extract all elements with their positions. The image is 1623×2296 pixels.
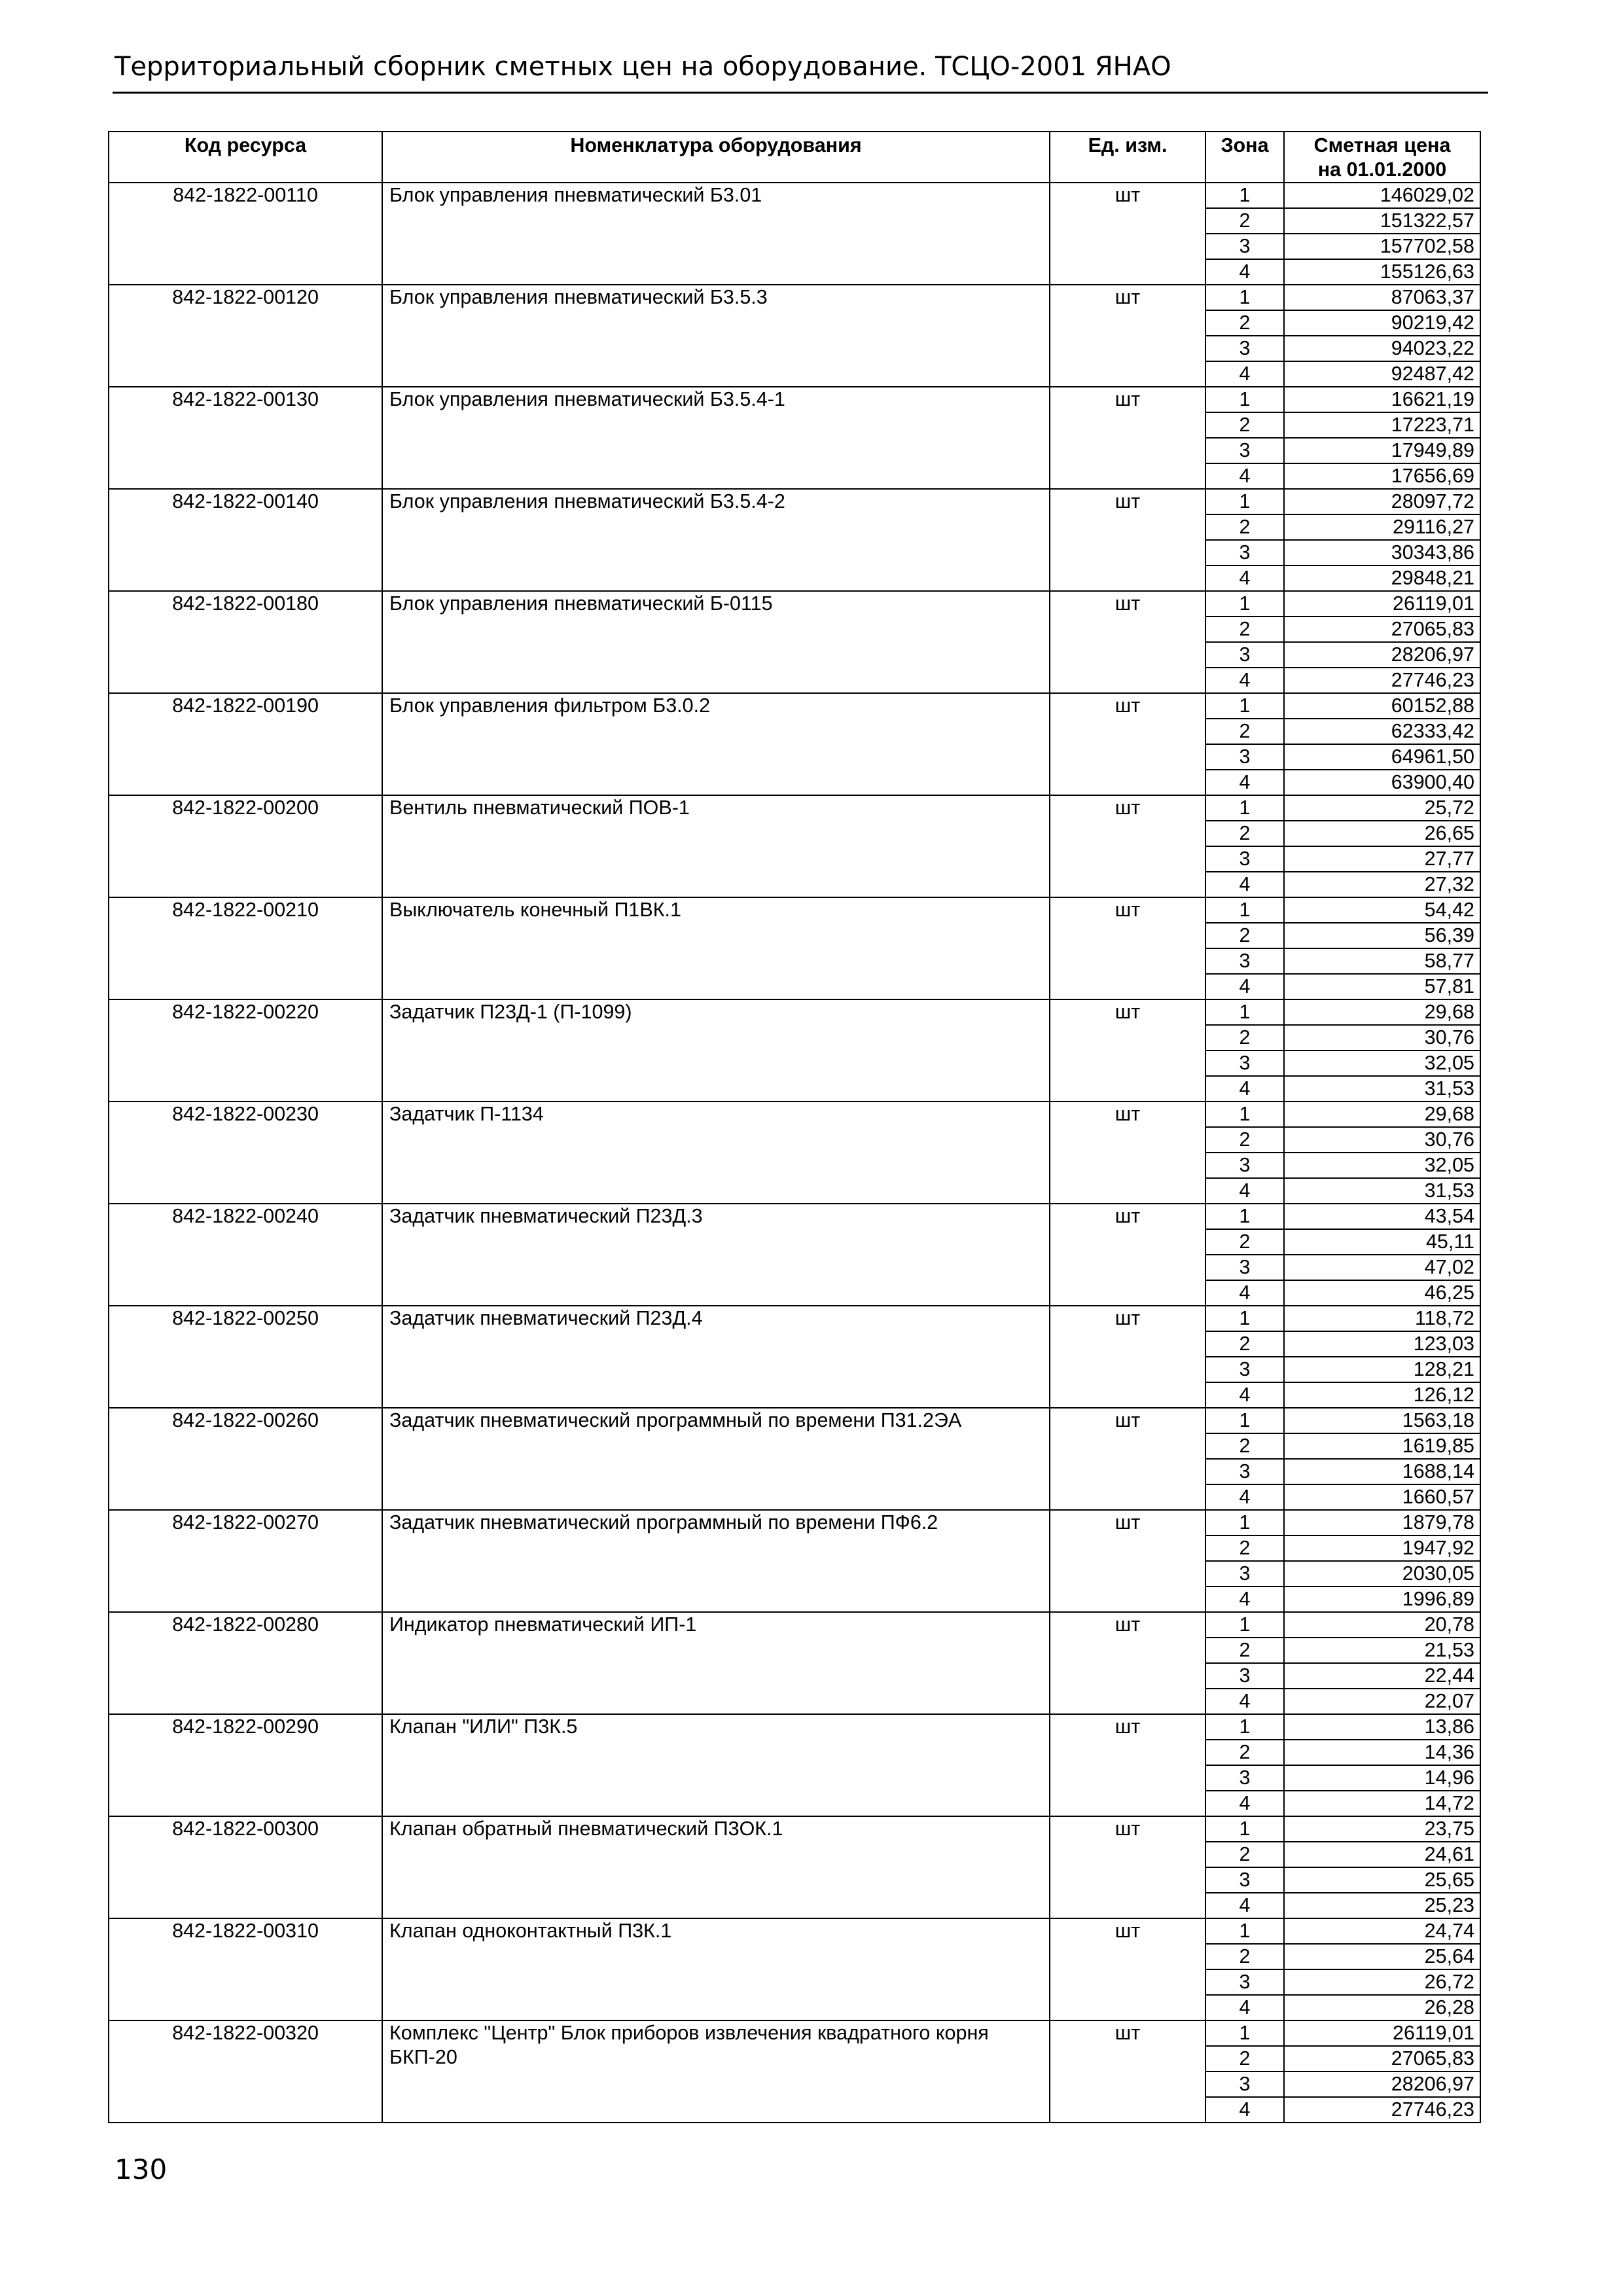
zone-cell: 1 [1205, 999, 1284, 1025]
zone-cell: 1 [1205, 1306, 1284, 1331]
price-cell: 32,05 [1284, 1153, 1480, 1178]
resource-code-cell: 842-1822-00270 [109, 1510, 382, 1612]
column-header-price-line1: Сметная цена [1313, 134, 1451, 156]
zone-cell: 2 [1205, 2046, 1284, 2072]
price-cell: 22,07 [1284, 1689, 1480, 1714]
equipment-name-cell: Клапан "ИЛИ" П3К.5 [382, 1714, 1050, 1816]
zone-cell: 1 [1205, 2020, 1284, 2046]
price-cell: 151322,57 [1284, 208, 1480, 234]
price-cell: 16621,19 [1284, 387, 1480, 412]
equipment-name-cell: Индикатор пневматический ИП-1 [382, 1612, 1050, 1714]
resource-code-cell: 842-1822-00190 [109, 693, 382, 795]
equipment-name-cell: Блок управления пневматический Б3.01 [382, 183, 1050, 285]
table-row [109, 1408, 1480, 1433]
equipment-name-cell: Задатчик пневматический П23Д.4 [382, 1306, 1050, 1408]
zone-cell: 2 [1205, 1229, 1284, 1255]
price-cell: 14,72 [1284, 1791, 1480, 1816]
zone-cell: 3 [1205, 2072, 1284, 2097]
price-cell: 155126,63 [1284, 259, 1480, 285]
price-cell: 27,77 [1284, 846, 1480, 872]
price-cell: 28097,72 [1284, 489, 1480, 514]
zone-cell: 1 [1205, 1714, 1284, 1740]
zone-cell: 1 [1205, 1612, 1284, 1638]
price-cell: 62333,42 [1284, 719, 1480, 744]
price-cell: 58,77 [1284, 948, 1480, 974]
zone-cell: 3 [1205, 1050, 1284, 1076]
table-row [109, 1918, 1480, 1944]
zone-cell: 2 [1205, 1127, 1284, 1153]
price-cell: 28206,97 [1284, 642, 1480, 668]
zone-cell: 4 [1205, 1995, 1284, 2020]
price-cell: 27,32 [1284, 872, 1480, 897]
price-cell: 45,11 [1284, 1229, 1480, 1255]
price-cell: 1563,18 [1284, 1408, 1480, 1433]
resource-code-cell: 842-1822-00120 [109, 285, 382, 387]
price-cell: 28206,97 [1284, 2072, 1480, 2097]
zone-cell: 3 [1205, 1153, 1284, 1178]
zone-cell: 3 [1205, 234, 1284, 259]
price-cell: 1688,14 [1284, 1459, 1480, 1484]
price-cell: 20,78 [1284, 1612, 1480, 1638]
price-cell: 22,44 [1284, 1663, 1480, 1689]
unit-cell: шт [1050, 489, 1205, 591]
equipment-name-cell: Задатчик пневматический программный по времени П31.2ЭА [382, 1408, 1050, 1510]
equipment-name-cell: Задатчик П23Д-1 (П-1099) [382, 999, 1050, 1102]
price-cell: 57,81 [1284, 974, 1480, 999]
column-header-unit: Ед. изм. [1050, 132, 1205, 183]
price-cell: 60152,88 [1284, 693, 1480, 719]
table-row [109, 387, 1480, 412]
equipment-name-cell: Задатчик пневматический П23Д.3 [382, 1204, 1050, 1306]
header-divider [113, 92, 1488, 94]
price-cell: 32,05 [1284, 1050, 1480, 1076]
resource-code-cell: 842-1822-00140 [109, 489, 382, 591]
column-header-zone: Зона [1205, 132, 1284, 183]
zone-cell: 3 [1205, 1663, 1284, 1689]
zone-cell: 3 [1205, 642, 1284, 668]
zone-cell: 1 [1205, 1510, 1284, 1535]
resource-code-cell: 842-1822-00200 [109, 795, 382, 897]
zone-cell: 3 [1205, 744, 1284, 770]
unit-cell: шт [1050, 1204, 1205, 1306]
zone-cell: 4 [1205, 974, 1284, 999]
zone-cell: 2 [1205, 1433, 1284, 1459]
price-cell: 54,42 [1284, 897, 1480, 923]
price-cell: 27746,23 [1284, 2097, 1480, 2123]
zone-cell: 4 [1205, 565, 1284, 591]
price-cell: 25,23 [1284, 1893, 1480, 1918]
zone-cell: 3 [1205, 1459, 1284, 1484]
unit-cell: шт [1050, 285, 1205, 387]
zone-cell: 2 [1205, 719, 1284, 744]
price-cell: 29,68 [1284, 999, 1480, 1025]
zone-cell: 2 [1205, 1944, 1284, 1969]
equipment-name-cell: Блок управления пневматический Б3.5.3 [382, 285, 1050, 387]
table-row [109, 1204, 1480, 1229]
table-header-row [109, 132, 1480, 183]
zone-cell: 2 [1205, 923, 1284, 948]
column-header-price [1284, 132, 1480, 183]
zone-cell: 4 [1205, 1689, 1284, 1714]
zone-cell: 4 [1205, 463, 1284, 489]
zone-cell: 3 [1205, 1867, 1284, 1893]
zone-cell: 2 [1205, 1535, 1284, 1561]
zone-cell: 2 [1205, 821, 1284, 846]
price-cell: 94023,22 [1284, 336, 1480, 361]
table-body [109, 183, 1480, 2123]
zone-cell: 2 [1205, 617, 1284, 642]
table-row [109, 285, 1480, 310]
price-cell: 31,53 [1284, 1076, 1480, 1102]
price-cell: 27065,83 [1284, 2046, 1480, 2072]
zone-cell: 4 [1205, 361, 1284, 387]
page-header-title: Территориальный сборник сметных цен на оборудование. ТСЦО-2001 ЯНАО [115, 52, 1171, 82]
unit-cell: шт [1050, 999, 1205, 1102]
zone-cell: 2 [1205, 1638, 1284, 1663]
unit-cell: шт [1050, 795, 1205, 897]
table-row [109, 2020, 1480, 2046]
column-header-price-line2: на 01.01.2000 [1317, 158, 1447, 181]
zone-cell: 4 [1205, 770, 1284, 795]
equipment-name-cell: Блок управления пневматический Б3.5.4-1 [382, 387, 1050, 489]
price-cell: 56,39 [1284, 923, 1480, 948]
price-cell: 1660,57 [1284, 1484, 1480, 1510]
zone-cell: 4 [1205, 1893, 1284, 1918]
zone-cell: 4 [1205, 1484, 1284, 1510]
page-number: 130 [115, 2153, 168, 2185]
zone-cell: 1 [1205, 183, 1284, 208]
zone-cell: 1 [1205, 1408, 1284, 1433]
zone-cell: 3 [1205, 1969, 1284, 1995]
zone-cell: 4 [1205, 1382, 1284, 1408]
price-cell: 24,61 [1284, 1842, 1480, 1867]
resource-code-cell: 842-1822-00180 [109, 591, 382, 693]
unit-cell: шт [1050, 183, 1205, 285]
zone-cell: 3 [1205, 1561, 1284, 1587]
zone-cell: 2 [1205, 514, 1284, 540]
price-cell: 17223,71 [1284, 412, 1480, 438]
price-cell: 47,02 [1284, 1255, 1480, 1280]
zone-cell: 1 [1205, 1918, 1284, 1944]
price-cell: 146029,02 [1284, 183, 1480, 208]
column-header-name: Номенклатура оборудования [382, 132, 1050, 183]
price-cell: 90219,42 [1284, 310, 1480, 336]
table-row [109, 1102, 1480, 1127]
price-cell: 1619,85 [1284, 1433, 1480, 1459]
resource-code-cell: 842-1822-00320 [109, 2020, 382, 2123]
price-cell: 31,53 [1284, 1178, 1480, 1204]
zone-cell: 3 [1205, 948, 1284, 974]
table-row [109, 183, 1480, 208]
zone-cell: 2 [1205, 1331, 1284, 1357]
equipment-name-cell: Выключатель конечный П1ВК.1 [382, 897, 1050, 999]
zone-cell: 1 [1205, 1816, 1284, 1842]
table-row [109, 1612, 1480, 1638]
price-cell: 29848,21 [1284, 565, 1480, 591]
zone-cell: 4 [1205, 668, 1284, 693]
price-cell: 64961,50 [1284, 744, 1480, 770]
zone-cell: 4 [1205, 1587, 1284, 1612]
price-cell: 25,64 [1284, 1944, 1480, 1969]
price-cell: 30,76 [1284, 1127, 1480, 1153]
resource-code-cell: 842-1822-00110 [109, 183, 382, 285]
table-row [109, 1510, 1480, 1535]
price-cell: 14,36 [1284, 1740, 1480, 1765]
resource-code-cell: 842-1822-00130 [109, 387, 382, 489]
zone-cell: 3 [1205, 336, 1284, 361]
zone-cell: 1 [1205, 1102, 1284, 1127]
price-cell: 118,72 [1284, 1306, 1480, 1331]
unit-cell: шт [1050, 1408, 1205, 1510]
price-cell: 63900,40 [1284, 770, 1480, 795]
unit-cell: шт [1050, 1714, 1205, 1816]
price-cell: 25,65 [1284, 1867, 1480, 1893]
price-cell: 13,86 [1284, 1714, 1480, 1740]
price-table-container [108, 131, 1481, 2123]
zone-cell: 2 [1205, 1842, 1284, 1867]
zone-cell: 1 [1205, 489, 1284, 514]
equipment-name-cell: Вентиль пневматический ПОВ-1 [382, 795, 1050, 897]
resource-code-cell: 842-1822-00310 [109, 1918, 382, 2020]
zone-cell: 2 [1205, 1025, 1284, 1050]
table-row [109, 1714, 1480, 1740]
price-cell: 26,28 [1284, 1995, 1480, 2020]
zone-cell: 3 [1205, 540, 1284, 565]
zone-cell: 2 [1205, 310, 1284, 336]
zone-cell: 2 [1205, 208, 1284, 234]
price-cell: 17656,69 [1284, 463, 1480, 489]
price-cell: 23,75 [1284, 1816, 1480, 1842]
zone-cell: 3 [1205, 438, 1284, 463]
zone-cell: 2 [1205, 1740, 1284, 1765]
zone-cell: 1 [1205, 1204, 1284, 1229]
unit-cell: шт [1050, 2020, 1205, 2123]
unit-cell: шт [1050, 693, 1205, 795]
zone-cell: 1 [1205, 693, 1284, 719]
zone-cell: 3 [1205, 1255, 1284, 1280]
resource-code-cell: 842-1822-00290 [109, 1714, 382, 1816]
table-row [109, 1306, 1480, 1331]
resource-code-cell: 842-1822-00220 [109, 999, 382, 1102]
price-cell: 24,74 [1284, 1918, 1480, 1944]
price-cell: 30343,86 [1284, 540, 1480, 565]
resource-code-cell: 842-1822-00280 [109, 1612, 382, 1714]
price-cell: 126,12 [1284, 1382, 1480, 1408]
price-cell: 27065,83 [1284, 617, 1480, 642]
zone-cell: 3 [1205, 1357, 1284, 1382]
resource-code-cell: 842-1822-00300 [109, 1816, 382, 1918]
table-row [109, 1816, 1480, 1842]
table-row [109, 795, 1480, 821]
price-cell: 27746,23 [1284, 668, 1480, 693]
resource-code-cell: 842-1822-00210 [109, 897, 382, 999]
price-cell: 92487,42 [1284, 361, 1480, 387]
zone-cell: 1 [1205, 897, 1284, 923]
zone-cell: 4 [1205, 1280, 1284, 1306]
zone-cell: 1 [1205, 591, 1284, 617]
price-cell: 2030,05 [1284, 1561, 1480, 1587]
price-cell: 21,53 [1284, 1638, 1480, 1663]
unit-cell: шт [1050, 387, 1205, 489]
unit-cell: шт [1050, 1612, 1205, 1714]
price-cell: 25,72 [1284, 795, 1480, 821]
zone-cell: 1 [1205, 285, 1284, 310]
zone-cell: 3 [1205, 846, 1284, 872]
price-cell: 43,54 [1284, 1204, 1480, 1229]
unit-cell: шт [1050, 1816, 1205, 1918]
price-cell: 17949,89 [1284, 438, 1480, 463]
zone-cell: 4 [1205, 1791, 1284, 1816]
unit-cell: шт [1050, 1102, 1205, 1204]
price-cell: 26119,01 [1284, 591, 1480, 617]
price-cell: 14,96 [1284, 1765, 1480, 1791]
unit-cell: шт [1050, 1510, 1205, 1612]
table-row [109, 489, 1480, 514]
unit-cell: шт [1050, 1306, 1205, 1408]
equipment-name-cell: Блок управления пневматический Б-0115 [382, 591, 1050, 693]
equipment-name-cell: Комплекс "Центр" Блок приборов извлечения квадратного корня БКП-20 [382, 2020, 1050, 2123]
zone-cell: 1 [1205, 387, 1284, 412]
table-row [109, 693, 1480, 719]
resource-code-cell: 842-1822-00230 [109, 1102, 382, 1204]
price-cell: 1947,92 [1284, 1535, 1480, 1561]
price-cell: 123,03 [1284, 1331, 1480, 1357]
zone-cell: 3 [1205, 1765, 1284, 1791]
equipment-name-cell: Блок управления пневматический Б3.5.4-2 [382, 489, 1050, 591]
price-cell: 26,72 [1284, 1969, 1480, 1995]
zone-cell: 4 [1205, 259, 1284, 285]
price-cell: 46,25 [1284, 1280, 1480, 1306]
price-cell: 26,65 [1284, 821, 1480, 846]
table-row [109, 591, 1480, 617]
resource-code-cell: 842-1822-00250 [109, 1306, 382, 1408]
equipment-name-cell: Клапан обратный пневматический П3ОК.1 [382, 1816, 1050, 1918]
equipment-name-cell: Задатчик П-1134 [382, 1102, 1050, 1204]
price-cell: 87063,37 [1284, 285, 1480, 310]
zone-cell: 4 [1205, 2097, 1284, 2123]
price-cell: 29116,27 [1284, 514, 1480, 540]
price-cell: 26119,01 [1284, 2020, 1480, 2046]
price-cell: 128,21 [1284, 1357, 1480, 1382]
equipment-name-cell: Блок управления фильтром Б3.0.2 [382, 693, 1050, 795]
resource-code-cell: 842-1822-00260 [109, 1408, 382, 1510]
price-cell: 157702,58 [1284, 234, 1480, 259]
price-cell: 1879,78 [1284, 1510, 1480, 1535]
price-cell: 30,76 [1284, 1025, 1480, 1050]
table-row [109, 897, 1480, 923]
price-cell: 29,68 [1284, 1102, 1480, 1127]
zone-cell: 1 [1205, 795, 1284, 821]
column-header-code: Код ресурса [109, 132, 382, 183]
price-cell: 1996,89 [1284, 1587, 1480, 1612]
zone-cell: 2 [1205, 412, 1284, 438]
table-row [109, 999, 1480, 1025]
resource-code-cell: 842-1822-00240 [109, 1204, 382, 1306]
equipment-name-cell: Клапан одноконтактный П3К.1 [382, 1918, 1050, 2020]
unit-cell: шт [1050, 897, 1205, 999]
unit-cell: шт [1050, 1918, 1205, 2020]
zone-cell: 4 [1205, 1076, 1284, 1102]
equipment-price-table [108, 131, 1481, 2123]
zone-cell: 4 [1205, 872, 1284, 897]
zone-cell: 4 [1205, 1178, 1284, 1204]
equipment-name-cell: Задатчик пневматический программный по времени ПФ6.2 [382, 1510, 1050, 1612]
unit-cell: шт [1050, 591, 1205, 693]
